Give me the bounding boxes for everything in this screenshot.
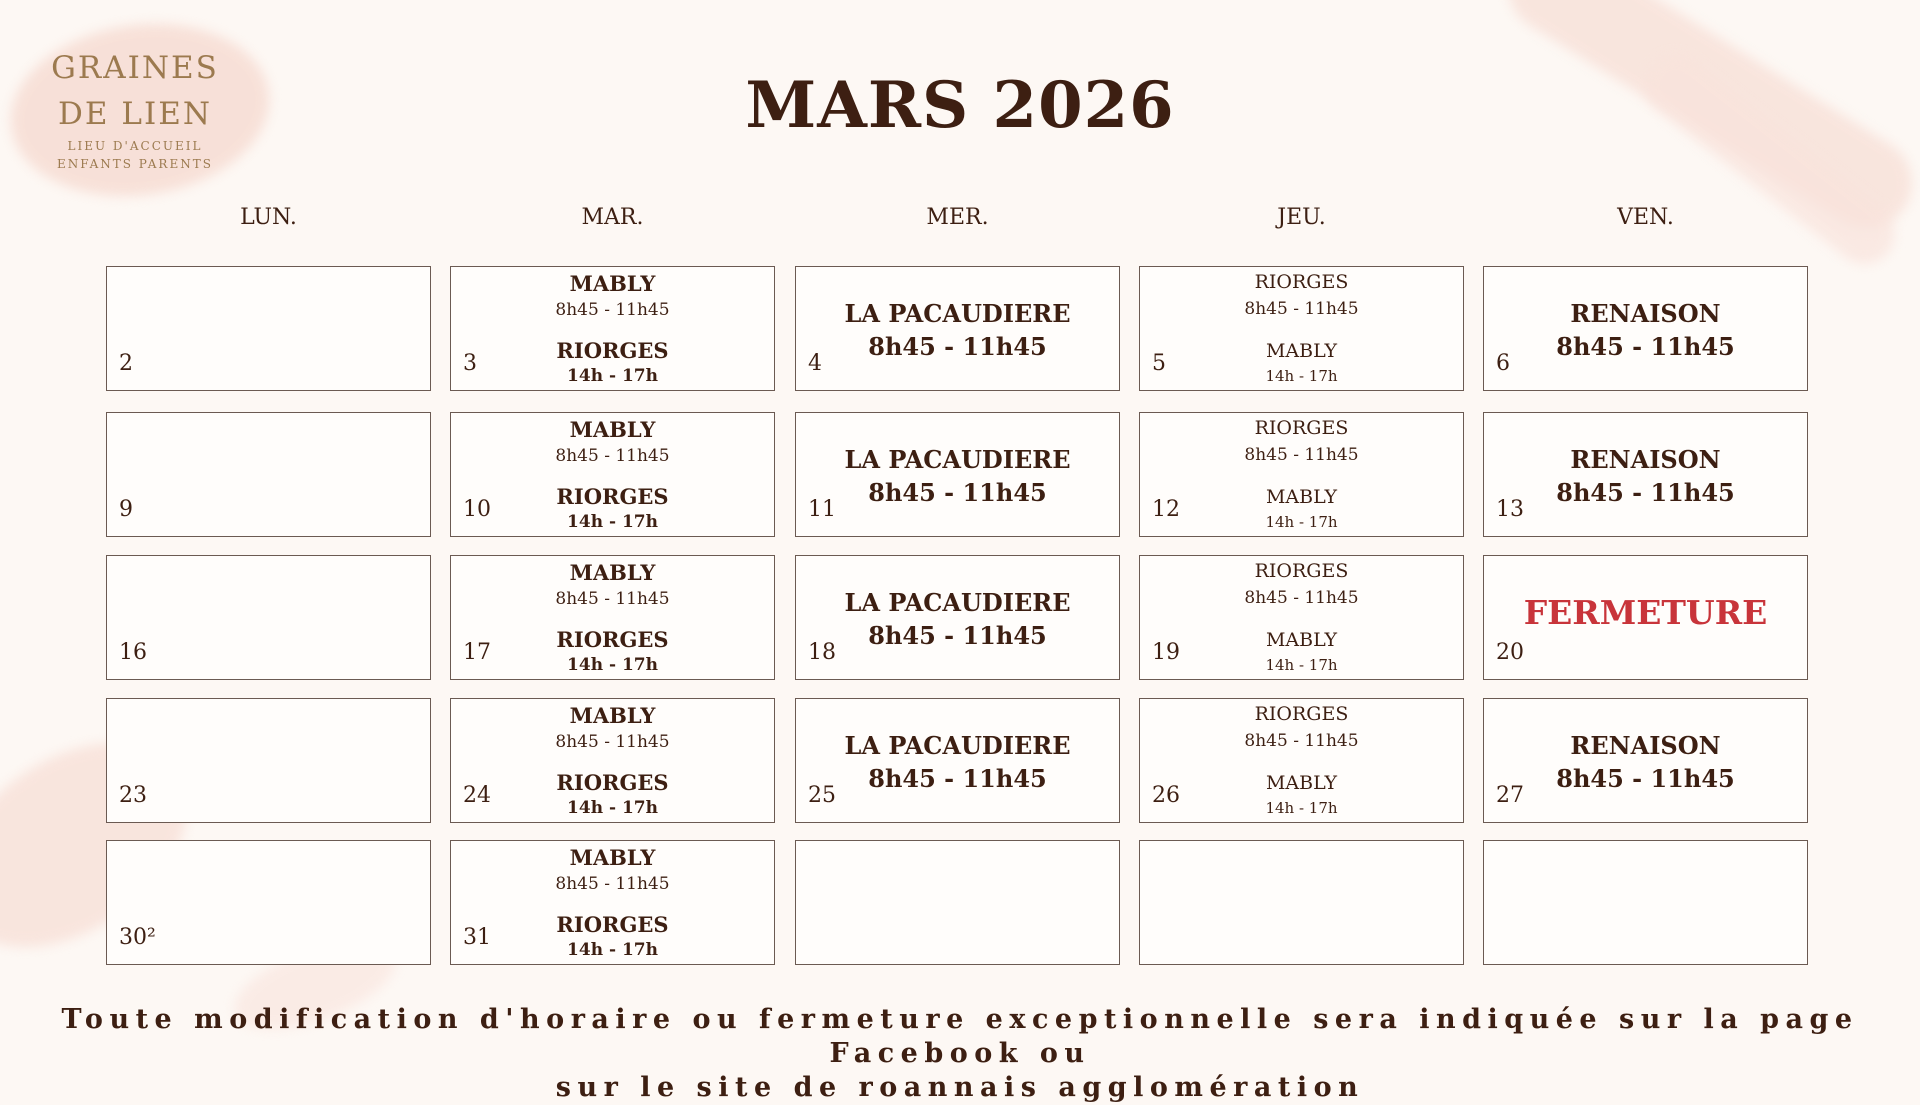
location-name: LA PACAUDIERE bbox=[844, 445, 1071, 474]
morning-location: MABLY bbox=[569, 271, 656, 296]
afternoon-location: MABLY bbox=[1265, 340, 1338, 362]
afternoon-location: RIORGES bbox=[556, 627, 669, 652]
location-name: RENAISON bbox=[1570, 299, 1721, 328]
calendar-cell bbox=[450, 840, 775, 965]
calendar-cell bbox=[1483, 555, 1808, 680]
logo-line-3: LIEU D'ACCUEIL bbox=[67, 139, 203, 153]
session-time: 8h45 - 11h45 bbox=[868, 332, 1047, 361]
calendar-cell bbox=[1483, 840, 1808, 965]
calendar-cell bbox=[106, 412, 431, 537]
calendar-cell bbox=[1139, 698, 1464, 823]
afternoon-location: RIORGES bbox=[556, 912, 669, 937]
footer-note bbox=[0, 1003, 1920, 1105]
morning-location: RIORGES bbox=[1254, 417, 1349, 439]
day-number: 31 bbox=[463, 925, 491, 950]
calendar-cell bbox=[1483, 698, 1808, 823]
day-number: 24 bbox=[463, 783, 491, 808]
morning-location: MABLY bbox=[569, 417, 656, 442]
logo-line-1: GRAINES bbox=[51, 50, 219, 86]
day-number: 11 bbox=[808, 497, 836, 522]
morning-time: 8h45 - 11h45 bbox=[555, 874, 670, 894]
session-time: 8h45 - 11h45 bbox=[868, 621, 1047, 650]
calendar-cell bbox=[1139, 555, 1464, 680]
morning-time: 8h45 - 11h45 bbox=[1244, 299, 1359, 319]
afternoon-location: RIORGES bbox=[556, 338, 669, 363]
afternoon-time: 14h - 17h bbox=[567, 366, 658, 386]
day-number: 16 bbox=[119, 640, 147, 665]
calendar-cell bbox=[795, 412, 1120, 537]
calendar-cell bbox=[106, 266, 431, 391]
session-time: 8h45 - 11h45 bbox=[1556, 332, 1735, 361]
location-name: LA PACAUDIERE bbox=[844, 299, 1071, 328]
morning-location: RIORGES bbox=[1254, 560, 1349, 582]
session-time: 8h45 - 11h45 bbox=[1556, 764, 1735, 793]
day-number: 27 bbox=[1496, 783, 1524, 808]
calendar-cell bbox=[106, 698, 431, 823]
afternoon-time: 14h - 17h bbox=[567, 798, 658, 818]
morning-time: 8h45 - 11h45 bbox=[555, 446, 670, 466]
weekday-header-lun: LUN. bbox=[240, 205, 297, 230]
weekday-header-ven: VEN. bbox=[1617, 205, 1674, 230]
day-number: 12 bbox=[1152, 497, 1180, 522]
calendar-cell bbox=[450, 266, 775, 391]
day-number: 9 bbox=[119, 497, 133, 522]
calendar-cell bbox=[1483, 412, 1808, 537]
afternoon-location: MABLY bbox=[1265, 486, 1338, 508]
footer-line-2: sur le site de roannais agglomération bbox=[555, 1072, 1365, 1103]
morning-location: RIORGES bbox=[1254, 271, 1349, 293]
morning-location: RIORGES bbox=[1254, 703, 1349, 725]
afternoon-time: 14h - 17h bbox=[567, 655, 658, 675]
afternoon-time: 14h - 17h bbox=[1265, 799, 1338, 817]
morning-location: MABLY bbox=[569, 703, 656, 728]
day-number: 18 bbox=[808, 640, 836, 665]
day-number: 3 bbox=[463, 351, 477, 376]
day-number: 4 bbox=[808, 351, 822, 376]
calendar-cell bbox=[1139, 840, 1464, 965]
afternoon-time: 14h - 17h bbox=[1265, 513, 1338, 531]
afternoon-location: RIORGES bbox=[556, 770, 669, 795]
morning-time: 8h45 - 11h45 bbox=[555, 589, 670, 609]
day-number: 19 bbox=[1152, 640, 1180, 665]
location-name: RENAISON bbox=[1570, 445, 1721, 474]
day-number: 13 bbox=[1496, 497, 1524, 522]
day-number: 25 bbox=[808, 783, 836, 808]
logo-line-4: ENFANTS PARENTS bbox=[57, 157, 213, 171]
day-number: 23 bbox=[119, 783, 147, 808]
day-number: 17 bbox=[463, 640, 491, 665]
day-number: 10 bbox=[463, 497, 491, 522]
morning-time: 8h45 - 11h45 bbox=[1244, 445, 1359, 465]
location-name: LA PACAUDIERE bbox=[844, 588, 1071, 617]
location-name: RENAISON bbox=[1570, 731, 1721, 760]
morning-time: 8h45 - 11h45 bbox=[555, 300, 670, 320]
afternoon-time: 14h - 17h bbox=[567, 940, 658, 960]
calendar-cell bbox=[1139, 266, 1464, 391]
morning-time: 8h45 - 11h45 bbox=[1244, 731, 1359, 751]
closure-label: FERMETURE bbox=[1523, 593, 1768, 632]
calendar-cell bbox=[450, 412, 775, 537]
afternoon-location: RIORGES bbox=[556, 484, 669, 509]
day-number: 20 bbox=[1496, 640, 1524, 665]
calendar-cell bbox=[106, 555, 431, 680]
afternoon-time: 14h - 17h bbox=[567, 512, 658, 532]
session-time: 8h45 - 11h45 bbox=[1556, 478, 1735, 507]
day-number: 6 bbox=[1496, 351, 1510, 376]
afternoon-location: MABLY bbox=[1265, 629, 1338, 651]
logo-line-2: DE LIEN bbox=[58, 96, 212, 132]
morning-location: MABLY bbox=[569, 560, 656, 585]
afternoon-location: MABLY bbox=[1265, 772, 1338, 794]
session-time: 8h45 - 11h45 bbox=[868, 478, 1047, 507]
footer-line-1: Toute modification d'horaire ou fermeture exceptionnelle sera indiquée sur la page Facebook ou bbox=[61, 1004, 1859, 1069]
weekday-header-mer: MER. bbox=[926, 205, 989, 230]
weekday-header-mar: MAR. bbox=[581, 205, 644, 230]
afternoon-time: 14h - 17h bbox=[1265, 656, 1338, 674]
location-name: LA PACAUDIERE bbox=[844, 731, 1071, 760]
morning-location: MABLY bbox=[569, 845, 656, 870]
weekday-header-jeu: JEU. bbox=[1277, 205, 1326, 230]
calendar-cell bbox=[795, 840, 1120, 965]
page-title: MARS 2026 bbox=[745, 68, 1175, 143]
calendar-cell bbox=[450, 555, 775, 680]
morning-time: 8h45 - 11h45 bbox=[1244, 588, 1359, 608]
calendar-cell bbox=[795, 266, 1120, 391]
session-time: 8h45 - 11h45 bbox=[868, 764, 1047, 793]
calendar-cell bbox=[795, 555, 1120, 680]
calendar-cell bbox=[1483, 266, 1808, 391]
calendar-cell bbox=[1139, 412, 1464, 537]
morning-time: 8h45 - 11h45 bbox=[555, 732, 670, 752]
day-number: 2 bbox=[119, 351, 133, 376]
calendar-cell bbox=[450, 698, 775, 823]
calendar-cell bbox=[795, 698, 1120, 823]
calendar-cell bbox=[106, 840, 431, 965]
afternoon-time: 14h - 17h bbox=[1265, 367, 1338, 385]
day-number: 30² bbox=[119, 925, 156, 950]
day-number: 26 bbox=[1152, 783, 1180, 808]
day-number: 5 bbox=[1152, 351, 1166, 376]
